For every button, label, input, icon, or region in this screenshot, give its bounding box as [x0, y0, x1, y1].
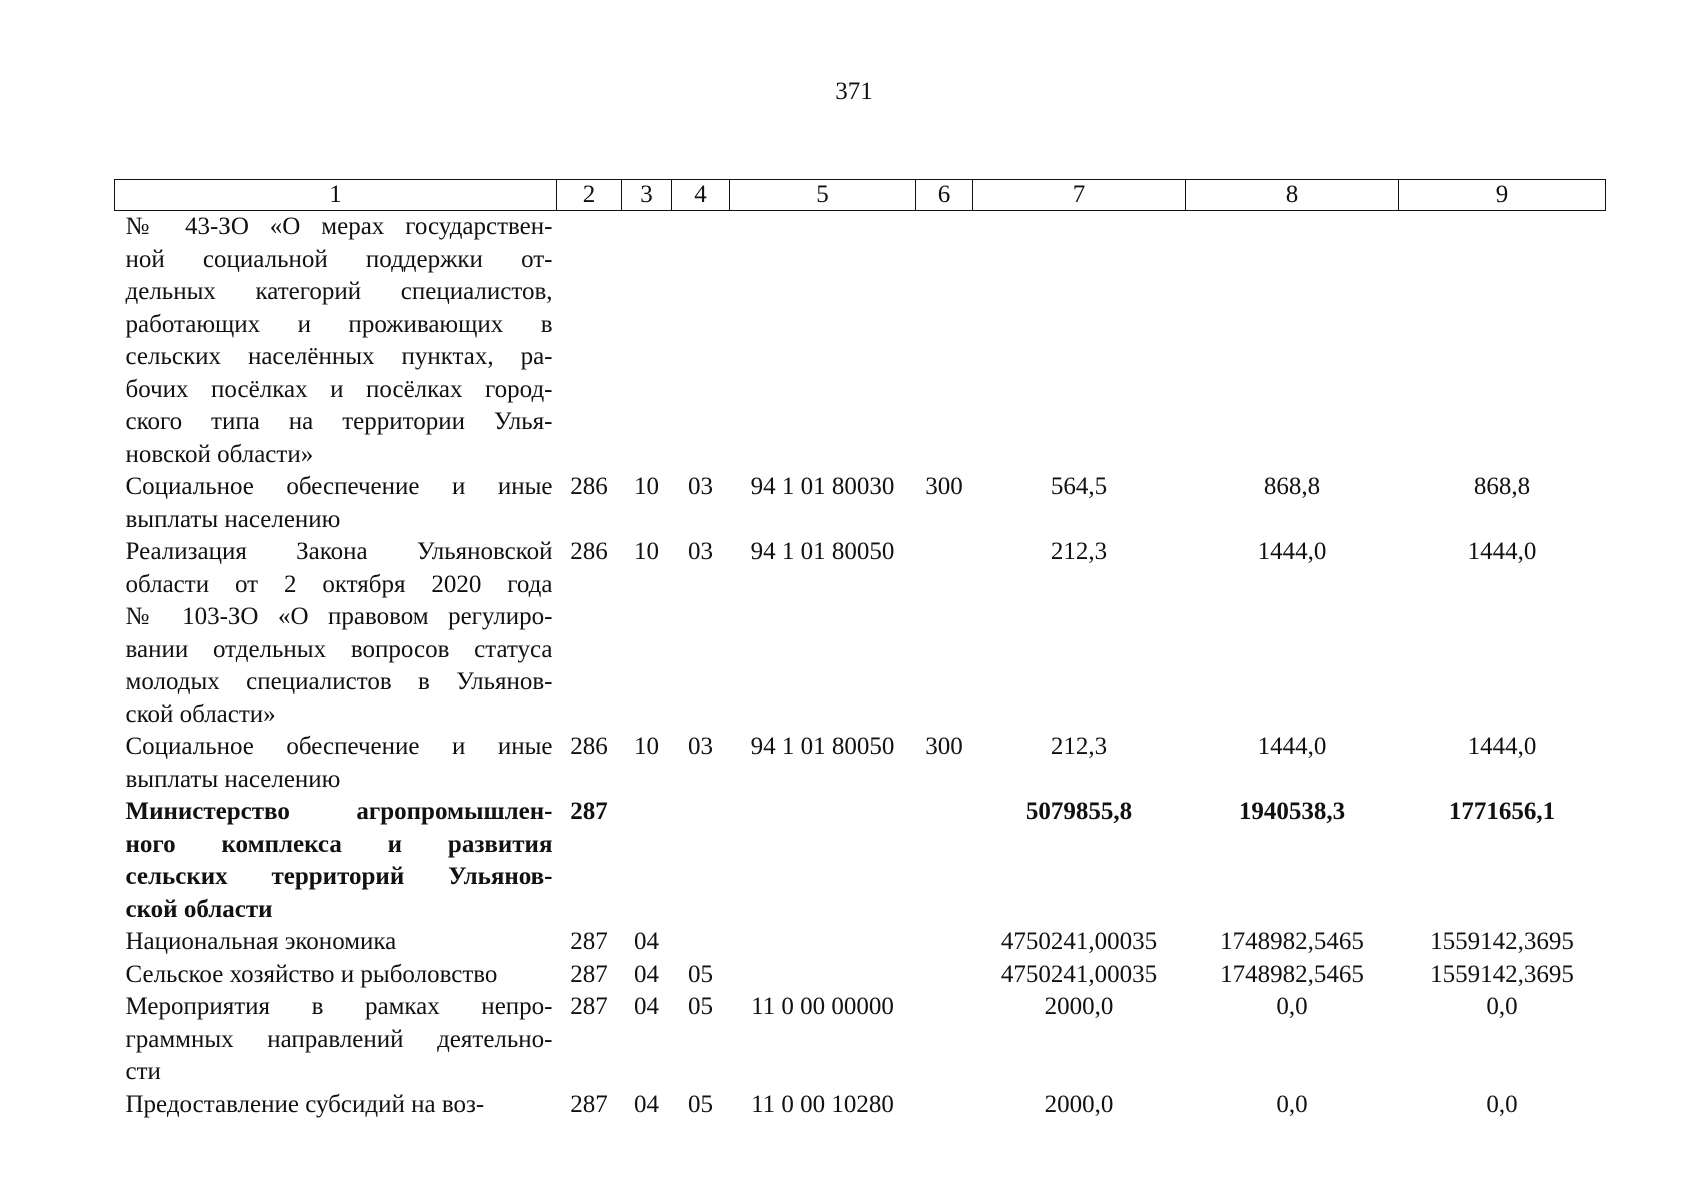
name-line: Реализация Закона Ульяновской: [125, 538, 553, 565]
amount-col-9-cell: 1444,0: [1467, 538, 1537, 565]
section-code-cell: 04: [634, 960, 659, 988]
name-line: ной социальной поддержки от-: [125, 245, 553, 273]
amount-col-7-cell: 2000,0: [1044, 993, 1114, 1020]
admin-code-cell: 286: [570, 473, 608, 500]
amount-col-9-cell: 0,0: [1486, 1090, 1518, 1118]
name-line: № 103-ЗО «О правовом регулиро-: [125, 603, 553, 630]
name-line: ного комплекса и развития: [125, 830, 553, 858]
row-name-cell: [115, 471, 557, 536]
amount-col-9-cell: 1444,0: [1467, 733, 1537, 760]
target-article-cell: 11 0 00 00000: [751, 993, 894, 1020]
name-line: Мероприятия в рамках непро-: [125, 993, 553, 1020]
subsection-code-cell: 03: [688, 538, 713, 565]
target-article-cell: 11 0 00 10280: [751, 1090, 894, 1118]
amount-col-8-cell: [1186, 211, 1399, 472]
admin-code-cell: 287: [570, 928, 608, 955]
name-line: выплаты населению: [125, 505, 341, 533]
row-name-cell: [115, 991, 557, 1089]
name-line: дельных категорий специалистов,: [125, 278, 553, 305]
header-col-7: 7: [973, 180, 1186, 211]
table-row: [115, 959, 1606, 992]
amount-col-7-cell: 564,5: [1050, 473, 1108, 500]
amount-col-8-cell: 0,0: [1276, 1090, 1308, 1118]
table-row: [115, 471, 1606, 536]
section-code-cell: [622, 796, 672, 926]
row-name-cell: [115, 731, 557, 796]
table-row: [115, 731, 1606, 796]
header-col-1: 1: [115, 180, 557, 211]
subsection-code-cell: [672, 211, 730, 472]
name-line: молодых специалистов в Ульянов-: [125, 668, 553, 695]
amount-col-7-cell: 212,3: [1050, 538, 1108, 565]
target-article-cell: 94 1 01 80030: [750, 473, 895, 500]
amount-col-7-cell: 5079855,8: [1025, 798, 1133, 825]
name-line: вании отдельных вопросов статуса: [125, 635, 553, 663]
row-name-cell: [115, 796, 557, 926]
name-line: ской области: [125, 895, 273, 923]
section-code-cell: 10: [634, 538, 659, 565]
header-col-8: 8: [1186, 180, 1399, 211]
name-line: Предоставление субсидий на воз-: [125, 1090, 485, 1118]
amount-col-7-cell: 212,3: [1050, 733, 1108, 760]
amount-col-8-cell: 1748982,5465: [1220, 960, 1364, 988]
row-name-cell: [115, 536, 557, 731]
name-line: ского типа на территории Улья-: [125, 408, 553, 435]
table-header: [115, 180, 1606, 211]
admin-code-cell: 287: [570, 993, 608, 1020]
target-article-cell: 94 1 01 80050: [750, 538, 895, 565]
section-code-cell: 04: [634, 993, 659, 1020]
amount-col-7-cell: 2000,0: [1044, 1090, 1114, 1118]
expense-type-cell: 300: [925, 733, 963, 760]
admin-code-cell: 287: [570, 1090, 608, 1118]
target-article-cell: [730, 959, 916, 992]
table-row: [115, 1089, 1606, 1122]
admin-code-cell: 286: [570, 538, 608, 565]
row-name-cell: [115, 926, 557, 959]
expense-type-cell: [916, 991, 973, 1089]
amount-col-9-cell: 1559142,3695: [1430, 960, 1574, 988]
header-col-5: 5: [730, 180, 916, 211]
amount-col-9-cell: 868,8: [1473, 473, 1531, 500]
amount-col-7-cell: 4750241,00035: [1000, 960, 1158, 988]
header-col-2: 2: [557, 180, 622, 211]
name-line: бочих посёлках и посёлках город-: [125, 375, 553, 403]
name-line: Социальное обеспечение и иные: [125, 733, 553, 760]
name-line: области от 2 октября 2020 года: [125, 570, 553, 598]
amount-col-9-cell: 1771656,1: [1448, 798, 1556, 825]
target-article-cell: [730, 211, 916, 472]
name-line: № 43-ЗО «О мерах государствен-: [125, 213, 553, 240]
amount-col-7-cell: [973, 211, 1186, 472]
section-code-cell: 10: [634, 733, 659, 760]
budget-table: [114, 179, 1606, 1121]
target-article-cell: [730, 796, 916, 926]
name-line: Сельское хозяйство и рыболовство: [125, 960, 498, 988]
amount-col-7-cell: 4750241,00035: [1000, 928, 1158, 955]
expense-type-cell: [916, 536, 973, 731]
admin-code-cell: 287: [570, 960, 608, 988]
row-name-cell: [115, 959, 557, 992]
subsection-code-cell: 05: [688, 993, 713, 1020]
amount-col-8-cell: 0,0: [1276, 993, 1308, 1020]
target-article-cell: [730, 926, 916, 959]
name-line: граммных направлений деятельно-: [125, 1025, 553, 1053]
expense-type-cell: [916, 926, 973, 959]
subsection-code-cell: [672, 926, 730, 959]
amount-col-8-cell: 868,8: [1263, 473, 1321, 500]
row-name-cell: [115, 1089, 557, 1122]
name-line: Социальное обеспечение и иные: [125, 473, 553, 500]
section-code-cell: [622, 211, 672, 472]
table-body: [115, 211, 1606, 1122]
name-line: Министерство агропромышлен-: [125, 798, 553, 825]
table-row: [115, 796, 1606, 926]
header-col-4: 4: [672, 180, 730, 211]
name-line: Национальная экономика: [125, 928, 397, 955]
section-code-cell: 04: [634, 928, 659, 955]
expense-type-cell: [916, 796, 973, 926]
expense-type-cell: 300: [925, 473, 963, 500]
amount-col-8-cell: 1940538,3: [1238, 798, 1346, 825]
subsection-code-cell: 03: [688, 733, 713, 760]
page-number: 371: [835, 78, 873, 105]
name-line: ской области»: [125, 700, 276, 728]
name-line: сельских населённых пунктах, ра-: [125, 343, 553, 370]
header-col-6: 6: [916, 180, 973, 211]
target-article-cell: 94 1 01 80050: [750, 733, 895, 760]
amount-col-8-cell: 1444,0: [1257, 538, 1327, 565]
amount-col-9-cell: 0,0: [1486, 993, 1518, 1020]
expense-type-cell: [916, 1089, 973, 1122]
expense-type-cell: [916, 959, 973, 992]
admin-code-cell: 287: [570, 798, 608, 825]
name-line: сельских территорий Ульянов-: [125, 863, 553, 890]
row-name-cell: [115, 211, 557, 472]
name-line: выплаты населению: [125, 765, 341, 793]
subsection-code-cell: 05: [688, 960, 713, 988]
section-code-cell: 04: [634, 1090, 659, 1118]
amount-col-9-cell: [1399, 211, 1606, 472]
subsection-code-cell: 05: [688, 1090, 713, 1118]
table-row: [115, 991, 1606, 1089]
section-code-cell: 10: [634, 473, 659, 500]
amount-col-8-cell: 1444,0: [1257, 733, 1327, 760]
admin-code-cell: [557, 211, 622, 472]
table-row: [115, 211, 1606, 472]
header-col-9: 9: [1399, 180, 1606, 211]
subsection-code-cell: 03: [688, 473, 713, 500]
header-col-3: 3: [622, 180, 672, 211]
subsection-code-cell: [672, 796, 730, 926]
name-line: работающих и проживающих в: [125, 310, 553, 338]
name-line: сти: [125, 1058, 161, 1085]
table-row: [115, 926, 1606, 959]
admin-code-cell: 286: [570, 733, 608, 760]
table-row: [115, 536, 1606, 731]
amount-col-8-cell: 1748982,5465: [1220, 928, 1364, 955]
name-line: новской области»: [125, 440, 314, 468]
expense-type-cell: [916, 211, 973, 472]
amount-col-9-cell: 1559142,3695: [1430, 928, 1574, 955]
